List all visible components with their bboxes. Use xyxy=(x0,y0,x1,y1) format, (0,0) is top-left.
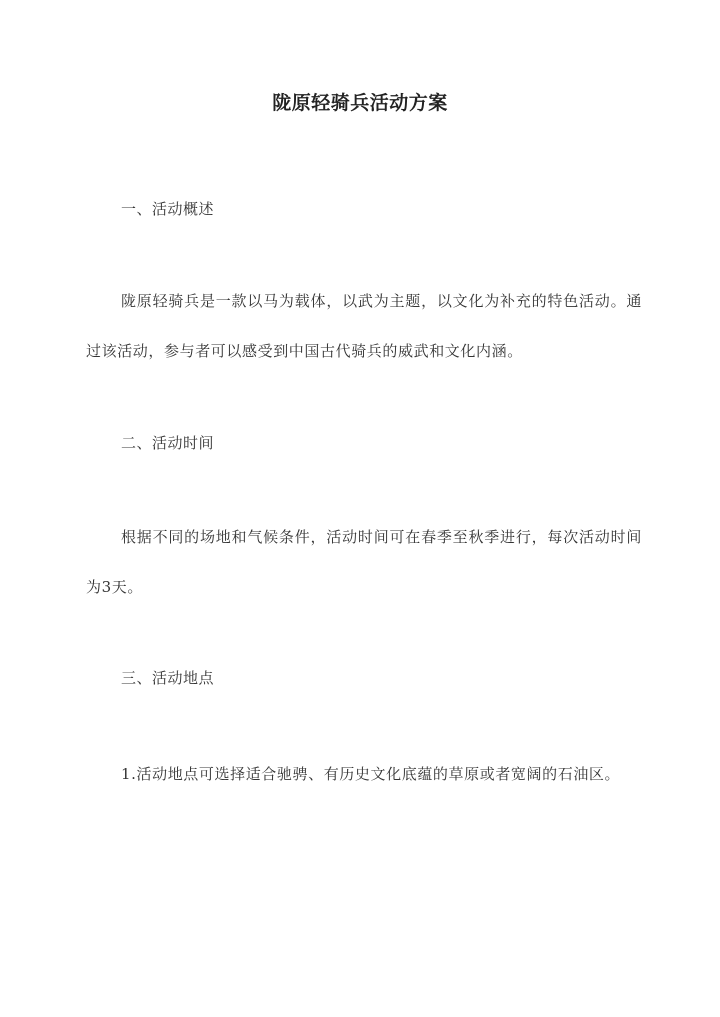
document-title: 陇原轻骑兵活动方案 xyxy=(272,92,448,114)
section-paragraph-overview: 陇原轻骑兵是一款以马为载体，以武为主题，以文化为补充的特色活动。通过该活动，参与者可以感受到中国古代骑兵的威武和文化内涵。 xyxy=(86,292,642,360)
section-paragraph-time: 根据不同的场地和气候条件，活动时间可在春季至秋季进行，每次活动时间为3天。 xyxy=(86,528,642,596)
section-heading-location: 三、活动地点 xyxy=(121,669,215,687)
section-heading-time: 二、活动时间 xyxy=(121,434,215,452)
section-paragraph-location: 1.活动地点可选择适合驰骋、有历史文化底蕴的草原或者宽阔的石油区。 xyxy=(121,765,621,783)
section-heading-overview: 一、活动概述 xyxy=(121,200,215,218)
